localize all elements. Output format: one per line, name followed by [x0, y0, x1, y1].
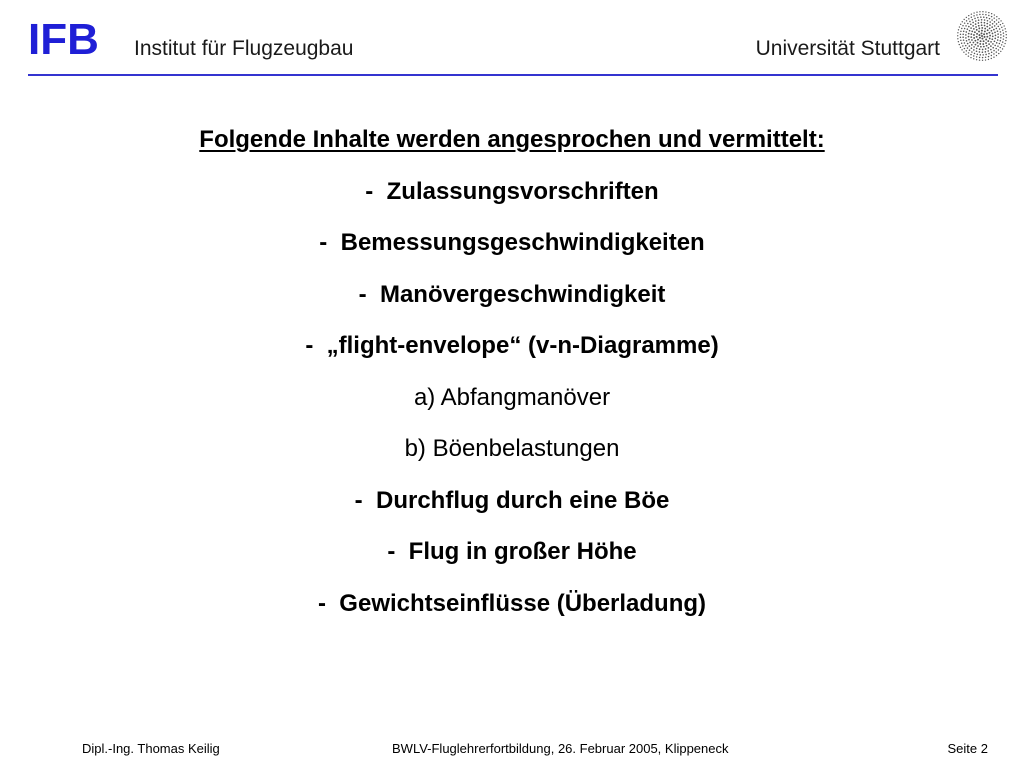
content-item: - Gewichtseinflüsse (Überladung) — [317, 589, 707, 617]
content-item: - Manövergeschwindigkeit — [358, 280, 666, 308]
university-seal-dots-icon — [956, 10, 1008, 62]
slide-content — [0, 114, 1024, 629]
content-item: - Flug in großer Höhe — [387, 538, 637, 565]
content-item: - „flight-envelope“ (v-n-Diagramme) — [305, 332, 719, 359]
content-item: - Bemessungsgeschwindigkeiten — [319, 229, 705, 256]
footer-author: Dipl.-Ing. Thomas Keilig — [82, 741, 220, 756]
university-name: Universität Stuttgart — [755, 37, 940, 60]
footer-event: BWLV-Fluglehrerfortbildung, 26. Februar 2005, Klippeneck — [392, 741, 729, 756]
institute-name: Institut für Flugzeugbau — [134, 37, 354, 60]
content-item: - Durchflug durch eine Böe — [354, 486, 670, 514]
content-subitem: b) Böenbelastungen — [404, 435, 620, 462]
footer-page-number: Seite 2 — [947, 741, 988, 756]
header-divider — [28, 74, 998, 76]
content-subitem: a) Abfangmanöver — [413, 383, 611, 411]
content-item: - Zulassungsvorschriften — [365, 177, 659, 205]
content-heading: Folgende Inhalte werden angesprochen und vermittelt: — [199, 126, 825, 153]
ifb-logo: IFB — [28, 15, 99, 64]
